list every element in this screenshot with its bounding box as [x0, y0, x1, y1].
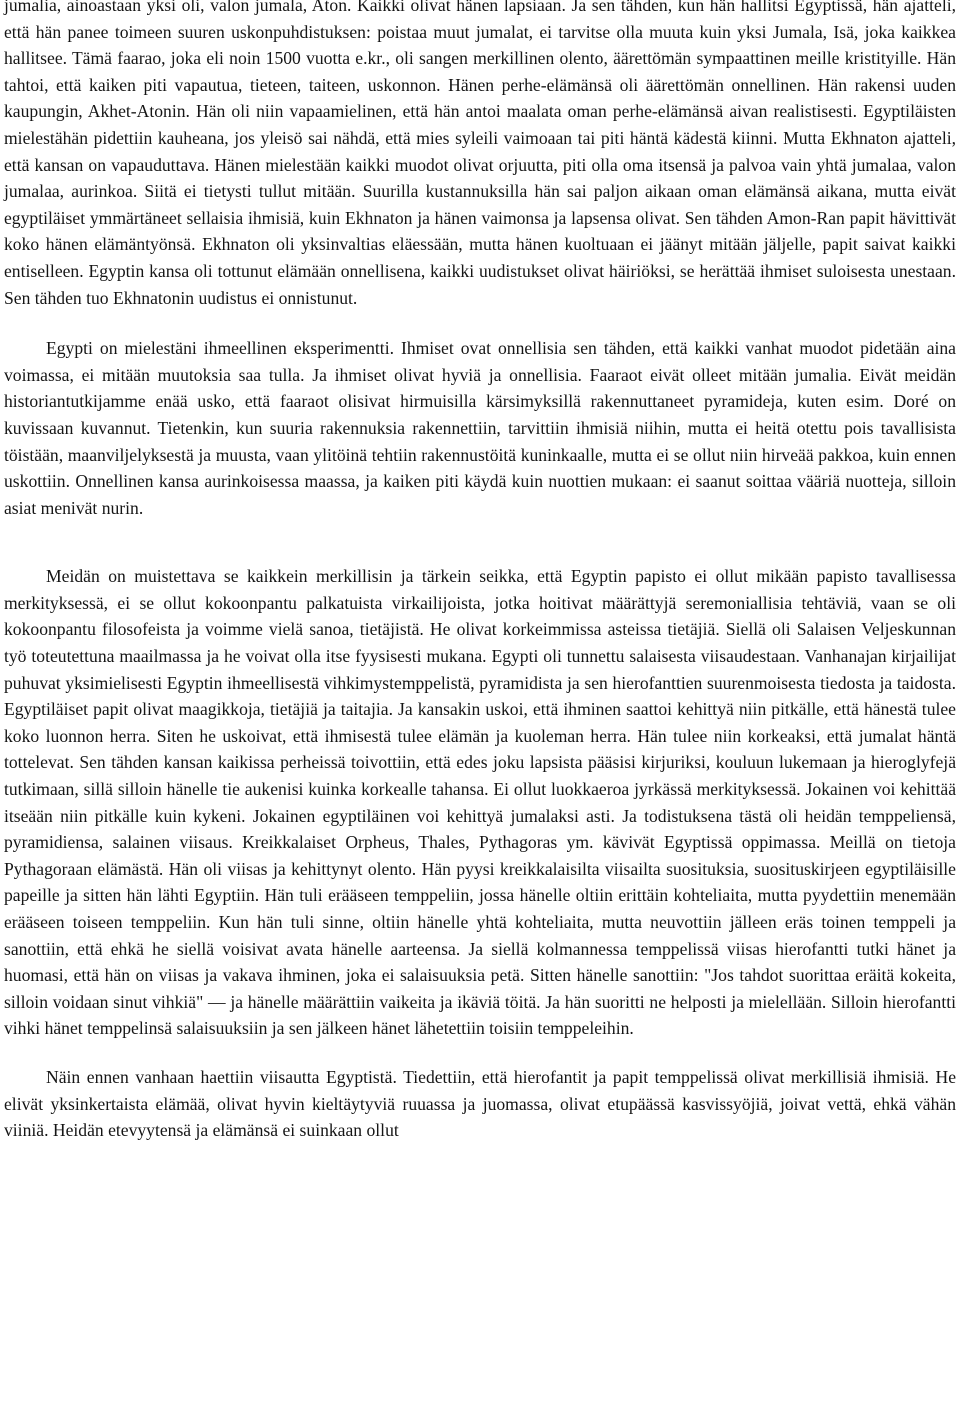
paragraph-seeking-wisdom: Näin ennen vanhaan haettiin viisautta Egyptistä. Tiedettiin, että hierofantit ja papit temppelissä olivat merkillisiä ihmisiä. He elivät yksinkertaista elämää, olivat hyvin kieltäytyviä ruuassa ja juomassa, olivat etupäässä kasvissyöjiä, joivat vettä, ehkä vähän viiniä. Heidän etevyytensä ja elämänsä ei suinkaan ollut	[4, 1066, 956, 1141]
document-page	[4, 0, 956, 1144]
paragraph-egypt-experiment: Egypti on mielestäni ihmeellinen eksperimentti. Ihmiset ovat onnellisia sen tähden, että kaikki vanhat muodot pidetään aina voimassa, ei mitään muutoksia saa tulla. Ja ihmiset olivat hyviä ja onnellisia. Faaraot eivät olleet mitään jumalia. Eivät meidän historiantutkijamme enää usko, että faaraot olisivat hirmuisilla kärsimyksillä rakennuttaneet pyramideja, kuten esim. Doré on kuvissaan kuvannut. Tietenkin, kun suuria rakennuksia rakennettiin, tarvittiin ihmisiä niihin, mutta ei heitä otettu pois tavallisista töistään, maanviljelyksestä ja muusta, vaan ylitöinä tehtiin rakennustöitä kuninkaalle, mutta ei se ollut niin hirveää pakkoa, kuin ennen uskottiin. Onnellinen kansa aurinkoisessa maassa, ja kaiken piti käydä kuin nuottien mukaan: ei saanut soittaa vääriä nuotteja, silloin asiat menivät nurin.	[4, 338, 956, 518]
paragraph-spacer	[4, 1042, 956, 1064]
paragraph-egyptian-priesthood: Meidän on muistettava se kaikkein merkillisin ja tärkein seikka, että Egyptin papisto ei ollut mikään papisto tavallisessa merkityksessä, ei se ollut kokoonpantu palkatuista virkailijoista, jotka hoitivat määrättyjä seremoniallisia tehtäviä, vaan se oli kokoonpantu filosofeista ja voimme vielä sanoa, tietäjistä. He olivat korkeimmissa asteissa tietäjiä. Siellä oli Salaisen Veljeskunnan työ toteutettuna maailmassa ja he voivat olla itse fyysisesti mukana. Egypti oli tunnettu salaisesta viisaudestaan. Vanhanajan kirjailijat puhuvat yksimielisesti Egyptin ihmeellisestä vihkimystemppelistä, pyramidista ja sen hierofanttien suurenmoisesta tiedosta ja taidosta. Egyptiläiset papit olivat maagikkoja, tietäjiä ja taitajia. Ja kansakin uskoi, että ihminen saattoi kehittyä niin pitkälle, että hänestä tulee koko luonnon herra. Siten he uskoivat, että ihmisestä tulee elämän ja kuoleman herra. Hän tulee niin korkeaksi, että jumalat häntä tottelevat. Sen tähden kansan kaikissa perheissä toivottiin, että edes joku lapsista pääsisi kirjuriksi, kouluun lukemaan ja hieroglyfejä tutkimaan, sillä silloin hänelle tie aukenisi kuinka korkealle tahansa. Ei ollut luokkaeroa jyrkässä merkityksessä. Jokainen voi kehittää itseään niin pitkälle kuin kykeni. Jokainen egyptiläinen voi kehittyä jumalaksi asti. Ja todistuksena tästä oli heidän temppeliensä, pyramidiensa, salainen viisaus. Kreikkalaiset Orpheus, Thales, Pythagoras ym. kävivät Egyptissä oppimassa. Meillä on tietoja Pythagoraan elämästä. Hän oli viisas ja kehittynyt olento. Hän pyysi kreikkalaisilta viisailta suosituksia, suosituskirjeen egyptiläisille papeille ja sitten hän lähti Egyptiin. Hän tuli erääseen temppeliin, jossa hänelle oltiin erittäin kohteliaita, mutta pyydettiin menemään erääseen toiseen temppeliin. Kun hän tuli sinne, oltiin hänelle yhtä kohteliaita, mutta neuvottiin jälleen eräs toinen temppeli ja sanottiin, että ehkä he siellä voisivat avata hänelle aarteensa. Ja siellä kolmannessa temppelissä viisas hierofantti tutki hänet ja huomasi, että hän on viisas ja vakava ihminen, joka ei salaisuuksia petä. Sitten hänelle sanottiin: "Jos tahdot suorittaa eräitä kokeita, silloin voidaan sinut vihkiä" — ja hänelle määrättiin vaikeita ja ikäviä töitä. Ja hän suoritti ne helposti ja mielellään. Silloin hierofantti vihki hänet temppelinsä salaisuuksiin ja sen jälkeen hänet lähetettiin toisiin temppeleihin.	[4, 566, 956, 1039]
paragraph-ekhnaton: jumalia, ainoastaan yksi oli, valon jumala, Aton. Kaikki olivat hänen lapsiaan. Ja sen tähden, kun hän hallitsi Egyptissä, hän ajatteli, että hän panee toimeen suuren uskonpuhdistuksen: poistaa muut jumalat, ei tarvitse olla muuta kuin yksi Jumala, Isä, joka kaikkea hallitsee. Tämä faarao, joka eli noin 1500 vuotta e.kr., oli sangen merkillinen olento, äärettömän sympaattinen meille kristityille. Hän tahtoi, että kaiken piti vapautua, tieteen, taiteen, uskonnon. Hänen perhe-elämänsä oli äärettömän onnellinen. Hän rakensi uuden kaupungin, Akhet-Atonin. Hän oli niin vapaamielinen, että hän antoi maalata oman perhe-elämänsä aivan realistisesti. Egyptiläisten mielestähän pidettiin kauheana, jos yleisö sai nähdä, että mies syleili vaimoaan tai piti häntä kädestä kiinni. Mutta Ekhnaton ajatteli, että kansan on vapauduttava. Hänen mielestään kaikki muodot olivat orjuutta, piti olla oma itsensä ja palvoa vain yhtä jumalaa, valon jumalaa, aurinkoa. Siitä ei tietysti tullut mitään. Suurilla kustannuksilla hän sai paljon aikaan oman elämänsä aikana, mutta eivät egyptiläiset ymmärtäneet sellaisia ihmisiä, kuin Ekhnaton ja hänen vaimonsa ja lapsensa olivat. Sen tähden Amon-Ran papit hävittivät koko hänen elämäntyönsä. Ekhnaton oli yksinvaltias eläessään, mutta hänen kuoltuaan ei jäänyt mitään jäljelle, papit saivat kaikki entiselleen. Egyptin kansa oli tottunut elämään onnellisena, kaikki uudistukset olivat häiriöksi, se herättää ihmiset suloisesta unestaan. Sen tähden tuo Ekhnatonin uudistus ei onnistunut.	[4, 0, 956, 308]
paragraph-spacer	[4, 311, 956, 335]
paragraph-spacer	[4, 521, 956, 563]
